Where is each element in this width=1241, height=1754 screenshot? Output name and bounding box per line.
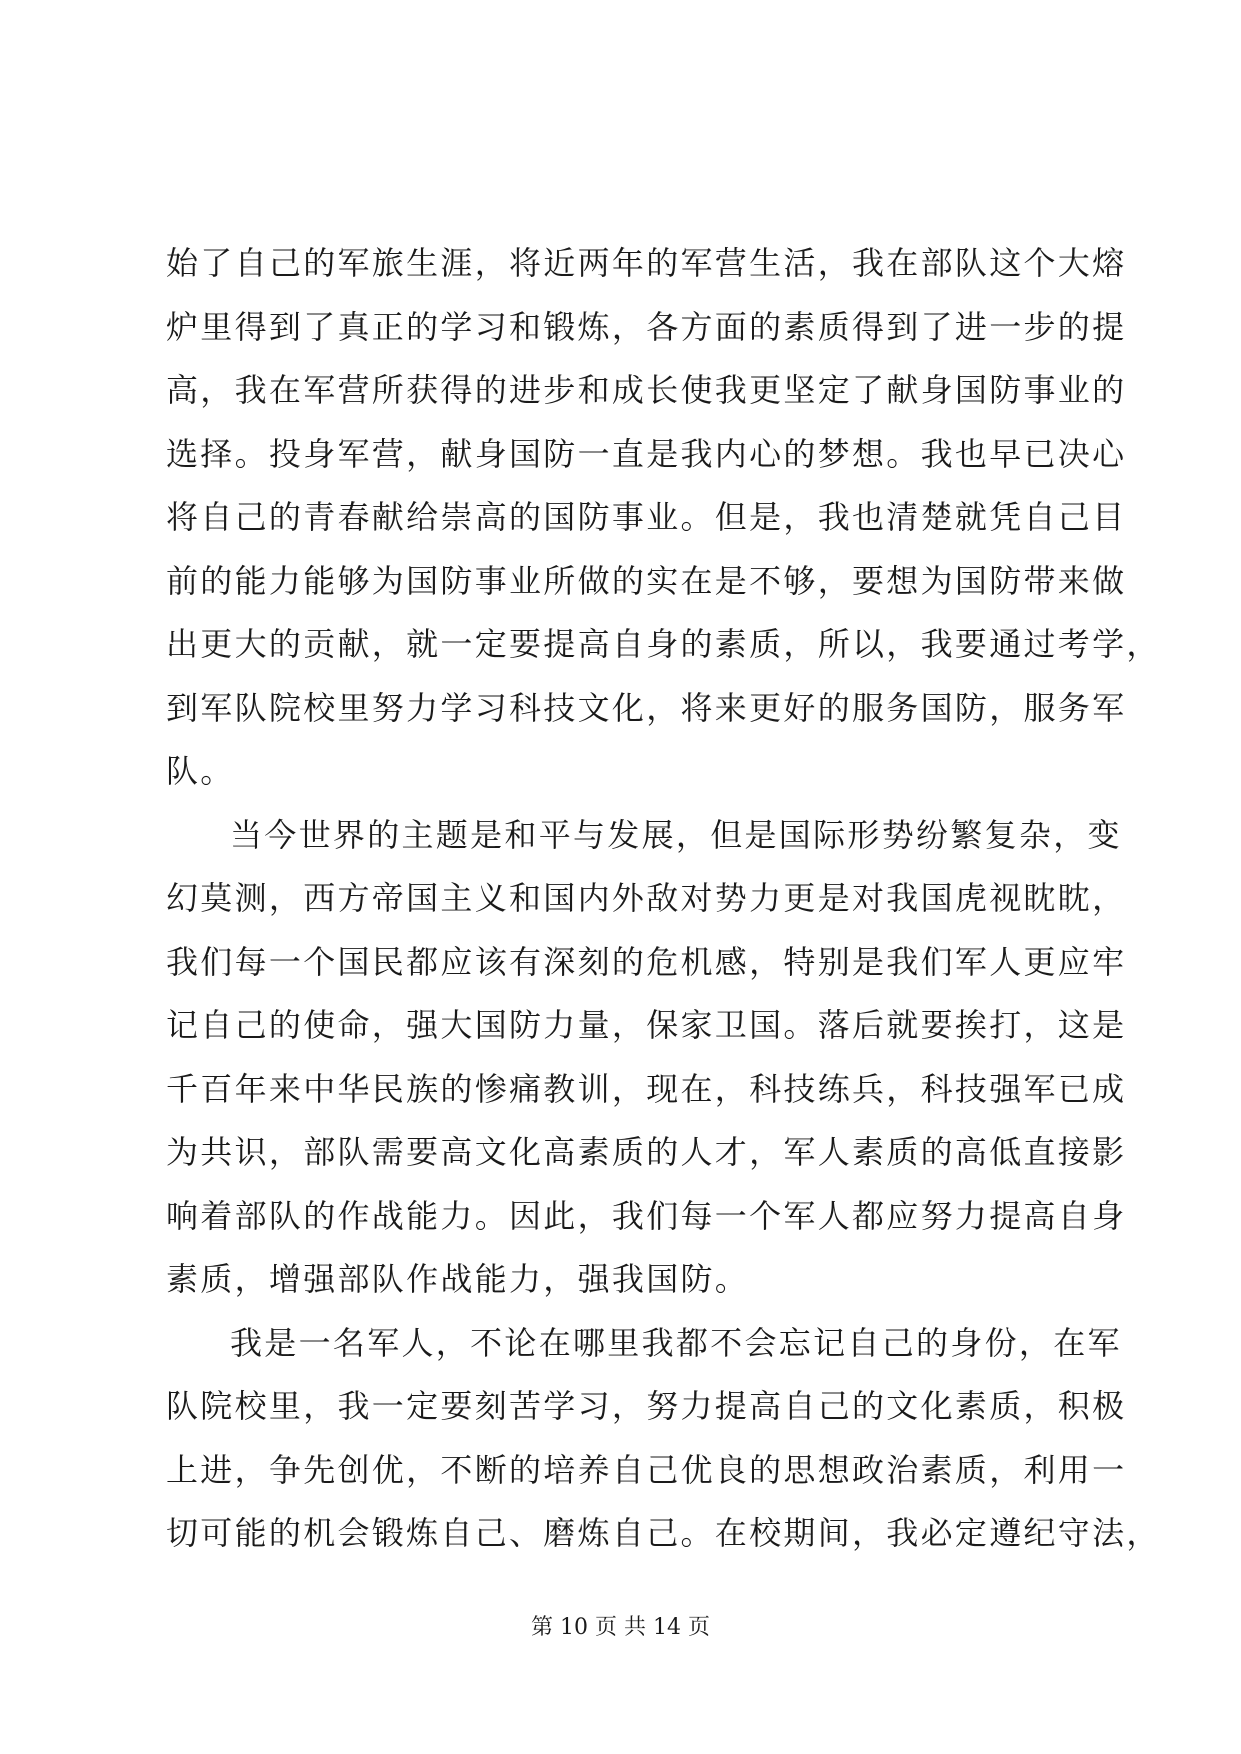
- text-line: 始了自己的军旅生涯，将近两年的军营生活，我在部队这个大熔: [166, 244, 1127, 282]
- text-line: 千百年来中华民族的惨痛教训，现在，科技练兵，科技强军已成: [166, 1069, 1127, 1108]
- text-line: 选择。投身军营，献身国防一直是我内心的梦想。我也早已决心: [166, 434, 1127, 473]
- paragraph-first-line: 我是一名军人，不论在哪里我都不会忘记自己的身份，在军: [230, 1323, 1122, 1362]
- text-line: 响着部队的作战能力。因此，我们每一个军人都应努力提高自身: [166, 1196, 1127, 1235]
- text-line: 高，我在军营所获得的进步和成长使我更坚定了献身国防事业的: [166, 371, 1127, 409]
- text-line: 到军队院校里努力学习科技文化，将来更好的服务国防，服务军: [166, 688, 1127, 727]
- text-line: 炉里得到了真正的学习和锻炼，各方面的素质得到了进一步的提: [166, 307, 1127, 346]
- text-line: 切可能的机会锻炼自己、磨炼自己。在校期间，我必定遵纪守法，: [166, 1514, 1161, 1552]
- text-line: 素质，增强部队作战能力，强我国防。: [166, 1260, 750, 1298]
- text-line: 队。: [166, 752, 235, 790]
- text-line: 出更大的贡献，就一定要提高自身的素质，所以，我要通过考学，: [166, 625, 1161, 663]
- text-line: 将自己的青春献给崇高的国防事业。但是，我也清楚就凭自己目: [166, 498, 1127, 536]
- body-text: [166, 232, 1161, 1566]
- text-line: 幻莫测，西方帝国主义和国内外敌对势力更是对我国虎视眈眈，: [166, 879, 1127, 917]
- page-number-footer: 第 10 页 共 14 页: [531, 1615, 710, 1640]
- text-line: 上进，争先创优，不断的培养自己优良的思想政治素质，利用一: [166, 1450, 1127, 1489]
- paragraph-first-line: 当今世界的主题是和平与发展，但是国际形势纷繁复杂，变: [230, 815, 1122, 854]
- text-line: 记自己的使命，强大国防力量，保家卫国。落后就要挨打，这是: [166, 1006, 1127, 1044]
- text-line: 前的能力能够为国防事业所做的实在是不够，要想为国防带来做: [166, 561, 1127, 600]
- text-line: 队院校里，我一定要刻苦学习，努力提高自己的文化素质，积极: [166, 1387, 1127, 1425]
- text-line: 为共识，部队需要高文化高素质的人才，军人素质的高低直接影: [166, 1133, 1127, 1171]
- text-line: 我们每一个国民都应该有深刻的危机感，特别是我们军人更应牢: [166, 942, 1127, 981]
